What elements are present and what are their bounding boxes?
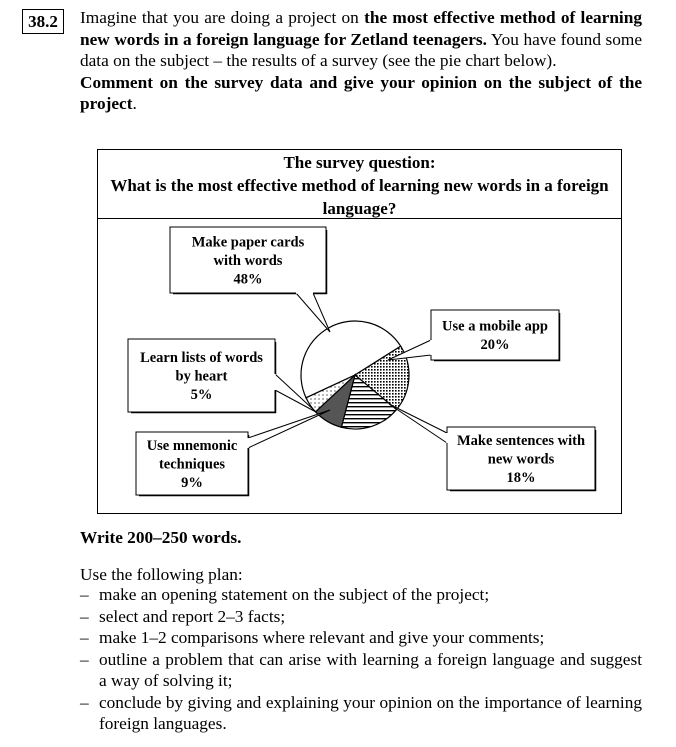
callout-label: Learn lists of words: [140, 349, 263, 366]
plan-item-dash: –: [80, 692, 89, 712]
plan-item-dash: –: [80, 606, 89, 626]
callout-value: 18%: [506, 469, 536, 486]
plan-item: [80, 692, 642, 735]
plan-item-text: make 1–2 comparisons where relevant and give your comments;: [99, 628, 545, 647]
plan-item: [80, 584, 642, 606]
plan-item-dash: –: [80, 585, 89, 604]
intro-text-end: You have found some data on the subject – the results of a survey (see the pie chart below).: [80, 29, 642, 70]
callout-label-line2: techniques: [158, 456, 226, 473]
callout-label: Use a mobile app: [442, 318, 548, 335]
plan-item-text: outline a problem that can arise with learning a foreign language and suggest a way of solving it;: [99, 649, 642, 690]
callout-label-line2: with words: [213, 252, 283, 269]
plan-item-dash: –: [80, 649, 89, 669]
callout-value: 5%: [190, 386, 213, 403]
plan-item-dash: –: [80, 628, 89, 647]
callout-pointer: [296, 293, 330, 332]
pie-chart: [98, 150, 623, 515]
callout-value: 9%: [181, 474, 203, 491]
callout-pointer: [389, 404, 447, 443]
plan-item-text: make an opening statement on the subject of the project;: [99, 585, 490, 604]
chart-title-line1: The survey question:: [283, 153, 436, 172]
callout-sparse-dots: [128, 339, 316, 412]
task-number: 38.2: [22, 9, 64, 34]
survey-chart: [97, 149, 622, 514]
callout-label: Make sentences with: [456, 432, 586, 449]
plan-intro: Use the following plan:: [80, 565, 243, 584]
callout-dots: [388, 310, 559, 360]
plan-item-text: select and report 2–3 facts;: [99, 606, 286, 626]
chart-survey-question: What is the most effective method of learning new words in a foreign language?: [110, 176, 609, 218]
intro-text: Imagine that you are doing a project on: [80, 8, 365, 27]
task-instructions: [80, 7, 642, 115]
comment-instruction: Comment on the survey data and give your opinion on the subject of the project: [80, 72, 642, 113]
callout-dark: [136, 410, 330, 495]
callout-white: [170, 227, 330, 332]
callout-value: 48%: [233, 271, 263, 288]
word-count-requirement: Write 200–250 words.: [80, 528, 242, 547]
plan-list: [80, 584, 642, 735]
plan-item: [80, 627, 642, 649]
comment-instruction-end: .: [132, 94, 137, 113]
callout-label-line2: by heart: [175, 368, 228, 385]
callout-value: 20%: [480, 337, 510, 353]
plan-item: [80, 649, 642, 692]
plan-item: [80, 606, 642, 628]
callout-label: Make paper cards: [191, 234, 305, 251]
project-topic: the most effective method of learning new words in a foreign language for Zetland teenagers.: [80, 8, 642, 49]
callout-label-line2: new words: [487, 451, 555, 468]
callout-pointer: [248, 410, 330, 448]
plan-item-text: conclude by giving and explaining your opinion on the importance of learning foreign languages.: [99, 692, 642, 733]
callout-label: Use mnemonic: [146, 437, 238, 454]
callout-hlines: [389, 404, 595, 490]
